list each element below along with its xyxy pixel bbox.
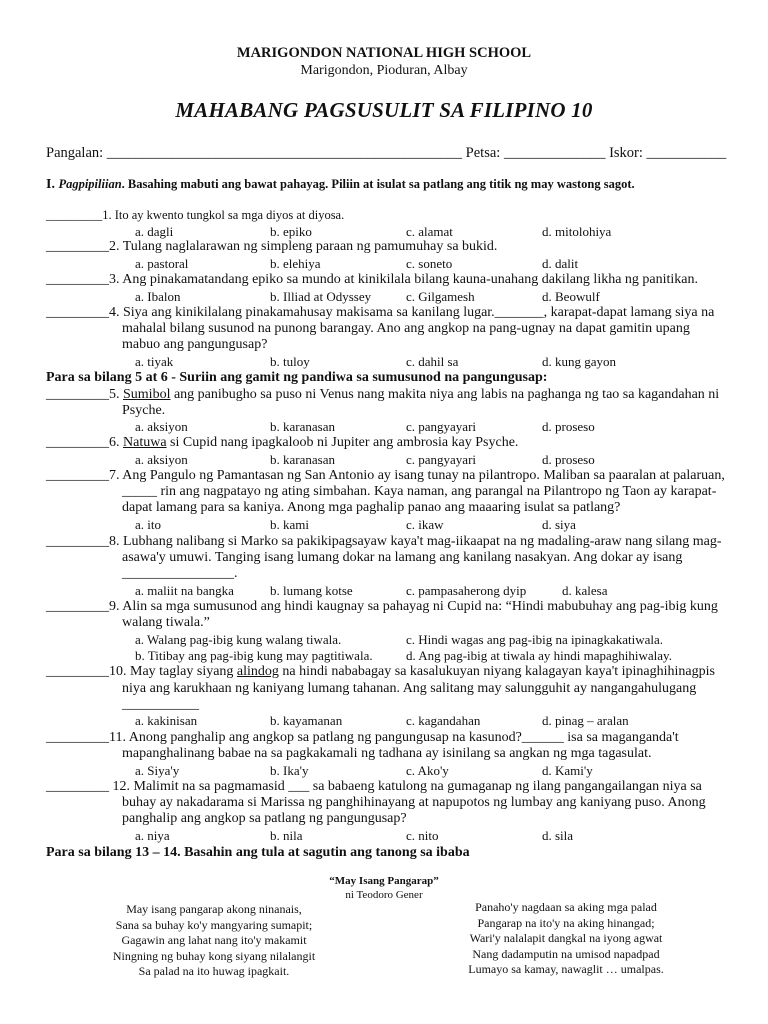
option-c: c. pangyayari: [406, 419, 477, 434]
answer-blank: _________: [46, 435, 109, 450]
option-b: b. tuloy: [270, 354, 310, 369]
name-date-score-fields: Pangalan: _________________________________________________ Petsa: ______________ Iskor: ___________: [46, 145, 727, 161]
instructions-text: . Basahing mabuti ang bawat pahayag. Piliin at isulat sa patlang ang titik ng may wastong sagot.: [121, 177, 635, 191]
answer-blank: _________: [46, 730, 109, 745]
poem-stanza-1: [86, 902, 342, 980]
question-7-line-2: _____ rin ang nagpatayo ng ating simbahan. Kaya naman, ang parangal na Pilantropo ng Taon ay karapat-: [122, 484, 717, 499]
question-text: 8. Lubhang nalibang si Marko sa pakikipagsayaw kaya't mag-iikaapat na ng madaling-araw nang silang mag-: [109, 534, 722, 549]
poem-line: Ningning ng buhay kong siyang nilalangit: [112, 948, 316, 963]
option-c: c. alamat: [406, 224, 453, 239]
option-d: d. kung gayon: [542, 354, 617, 369]
poem-line: Sana sa buhay ko'y mangyaring sumapit;: [115, 917, 313, 932]
answer-blank: _________: [46, 387, 109, 402]
underlined-word: Sumibol: [123, 387, 171, 402]
option-a: a. Ibalon: [135, 289, 181, 304]
question-9: [46, 599, 718, 615]
option-d: d. mitolohiya: [542, 224, 612, 239]
option-c: c. nito: [406, 828, 439, 843]
question-text: 12. Malimit na sa pagmamasid ___ sa babaeng katulong na gumaganap ng ilang pangangailangan niya sa: [109, 779, 702, 794]
option-a: a. dagli: [135, 224, 174, 239]
question-11-line-2: mapanghalinang babae na sa pagkakamali ng tadhana ay isinilang sa angkan ng mga tagasulat.: [122, 746, 652, 761]
question-text: 2. Tulang naglalarawan ng simpleng paraan ng pamumuhay sa bukid.: [109, 239, 498, 254]
option-d: d. proseso: [542, 452, 595, 467]
poem-line: Sa palad na ito huwag ipagkait.: [138, 964, 290, 978]
answer-blank: _________: [46, 664, 109, 679]
question-12-line-3: panghalip ang angkop sa patlang ng pangungusap?: [122, 811, 407, 826]
answer-blank: _________: [46, 208, 103, 222]
question-5-line-2: Psyche.: [122, 403, 166, 418]
option-d: d. siya: [542, 517, 576, 532]
option-b: b. kami: [270, 517, 309, 532]
answer-blank: _________: [46, 272, 109, 287]
answer-blank: _________: [46, 599, 109, 614]
option-b: b. elehiya: [270, 256, 321, 271]
option-a: a. kakinisan: [135, 713, 198, 728]
option-a: a. Walang pag-ibig kung walang tiwala.: [135, 632, 342, 647]
option-a: a. ito: [135, 517, 161, 532]
question-text: 7. Ang Pangulo ng Pamantasan ng San Antonio ay isang tunay na pilantropo. Maliban sa paaralan at palaruan,: [109, 468, 725, 483]
question-text: 9. Alin sa mga sumusunod ang hindi kaugnay sa pahayag ni Cupid na: “Hindi mabubuhay ang pag-ibig kung: [109, 599, 718, 614]
question-10: [46, 664, 715, 680]
poem-line: Nang dadamputin na umisod napadpad: [472, 946, 660, 961]
underlined-word: Natuwa: [123, 435, 167, 450]
poem-line: Panaho'y nagdaan sa aking mga palad: [475, 900, 657, 914]
option-d: d. sila: [542, 828, 574, 843]
option-c: c. dahil sa: [406, 354, 459, 369]
question-5: [46, 387, 719, 403]
question-12-line-2: buhay ay nakadarama si Marissa ng panghihinayang at napupotos ng lumbay ang kaniyang puso. Anong: [122, 795, 706, 810]
question-8: [46, 534, 722, 550]
option-c: c. pampasaherong dyip: [406, 583, 527, 598]
option-b: b. nila: [270, 828, 303, 843]
option-c: c. Hindi wagas ang pag-ibig na ipinagkakatiwala.: [406, 632, 664, 647]
section-heading-13-14: Para sa bilang 13 – 14. Basahin ang tula at sagutin ang tanong sa ibaba: [46, 845, 470, 860]
question-12: [46, 779, 702, 795]
section-label: Pagpipiliian: [58, 177, 122, 191]
section-roman: I.: [46, 177, 59, 192]
option-d: d. dalit: [542, 256, 579, 271]
option-d: d. pinag – aralan: [542, 713, 629, 728]
question-text-rest: na hindi nababagay sa kasalukuyan niyang kalagayan kaya't ipinaghihinagpis: [278, 664, 715, 679]
poem-line: Gagawin ang lahat nang ito'y makamit: [121, 933, 307, 947]
question-text: 1. Ito ay kwento tungkol sa mga diyos at diyosa.: [102, 208, 345, 222]
option-c: c. soneto: [406, 256, 453, 271]
option-d: d. Ang pag-ibig at tiwala ay hindi mapaghihiwalay.: [406, 648, 672, 663]
option-b: b. kayamanan: [270, 713, 343, 728]
question-9-line-2: walang tiwala.”: [122, 615, 210, 630]
question-4-line-3: mabuo ang pangungusap?: [122, 337, 268, 352]
underlined-word: alindog: [236, 664, 279, 679]
option-c: c. ikaw: [406, 517, 444, 532]
option-a: a. maliit na bangka: [135, 583, 234, 598]
question-6: [46, 435, 518, 451]
poem-author: ni Teodoro Gener: [345, 889, 423, 901]
option-d: d. kalesa: [562, 583, 608, 598]
exam-title: MAHABANG PAGSUSULIT SA FILIPINO 10: [175, 98, 593, 122]
question-7-line-3: dapat lamang para sa kaniya. Anong mga paghalip panao ang maaaring isulat sa patlang?: [122, 500, 621, 515]
option-a: a. aksiyon: [135, 452, 188, 467]
answer-blank: _________: [46, 305, 109, 320]
question-number: 6.: [109, 435, 123, 450]
poem-line: Pangarap na ito'y na aking hinangad;: [477, 915, 655, 930]
section-heading-5-6: Para sa bilang 5 at 6 - Suriin ang gamit ng pandiwa sa sumusunod na pangungusap:: [46, 370, 548, 385]
question-text: ang panibugho sa puso ni Venus nang makita niya ang labis na paghanga ng tao sa kagandahan ni: [170, 387, 720, 402]
instructions: [46, 177, 635, 193]
option-b: b. karanasan: [270, 452, 335, 467]
question-10-line-3: ___________: [122, 697, 199, 712]
option-d: d. Kami'y: [542, 763, 593, 778]
option-d: d. proseso: [542, 419, 595, 434]
answer-blank: _________: [46, 534, 109, 549]
poem-stanza-2: [438, 900, 694, 978]
school-name: MARIGONDON NATIONAL HIGH SCHOOL: [236, 45, 532, 61]
question-text: si Cupid nang ipagkaloob ni Jupiter ang ambrosia kay Psyche.: [166, 435, 519, 450]
question-4: [46, 305, 714, 321]
option-c: c. kagandahan: [406, 713, 481, 728]
question-1: [46, 208, 344, 223]
poem-line: May isang pangarap akong ninanais,: [126, 902, 302, 916]
option-d: d. Beowulf: [542, 289, 600, 304]
option-a: a. Siya'y: [135, 763, 180, 778]
poem-title: “May Isang Pangarap”: [329, 875, 439, 887]
answer-blank: _________: [46, 779, 109, 794]
option-c: c. Gilgamesh: [406, 289, 475, 304]
option-a: a. tiyak: [135, 354, 174, 369]
option-a: a. aksiyon: [135, 419, 188, 434]
question-number: 5.: [109, 387, 123, 402]
question-4-line-2: mahalal bilang susunod na punong barangay. Ano ang angkop na pang-ugnay na dapat gamitin upang: [122, 321, 690, 336]
poem-line: Lumayo sa kamay, nawaglit … umalpas.: [468, 962, 664, 976]
option-c: c. pangyayari: [406, 452, 477, 467]
question-8-line-2: asawa'y umuwi. Tanging isang lumang dokar na lamang ang kanilang nasakyan. Ang dokar ay isang: [122, 550, 683, 565]
answer-blank: _________: [46, 468, 109, 483]
question-10-line-2: niya ang karukhaan ng kaniyang lumang tahanan. Ang salitang may salungguhit ay nangangahulugang: [122, 681, 697, 696]
option-b: b. lumang kotse: [270, 583, 353, 598]
option-b: b. epiko: [270, 224, 312, 239]
answer-blank: _________: [46, 239, 109, 254]
option-c: c. Ako'y: [406, 763, 449, 778]
question-11: [46, 730, 679, 746]
question-text: 4. Siya ang kinikilalang pinakamahusay makisama sa kanilang lugar._______, karapat-dapat lamang siya na: [109, 305, 715, 320]
option-b: b. Titibay ang pag-ibig kung may pagtitiwala.: [135, 648, 373, 663]
option-a: a. pastoral: [135, 256, 189, 271]
option-b: b. Illiad at Odyssey: [270, 289, 372, 304]
question-3: [46, 272, 698, 288]
question-2: [46, 239, 497, 255]
question-7: [46, 468, 725, 484]
option-b: b. karanasan: [270, 419, 335, 434]
option-b: b. Ika'y: [270, 763, 309, 778]
question-text: 3. Ang pinakamatandang epiko sa mundo at kinikilala bilang kauna-unahang dakilang likha ng panitikan.: [109, 272, 699, 287]
school-address: Marigondon, Pioduran, Albay: [300, 63, 468, 78]
question-8-line-3: ________________.: [122, 566, 238, 581]
question-text: 11. Anong panghalip ang angkop sa patlang ng pangungusap na kasunod?______ isa sa maganganda't: [109, 730, 679, 745]
poem-line: Wari'y nalalapit dangkal na iyong agwat: [469, 931, 663, 945]
option-a: a. niya: [135, 828, 170, 843]
question-text: 10. May taglay siyang: [109, 664, 237, 679]
